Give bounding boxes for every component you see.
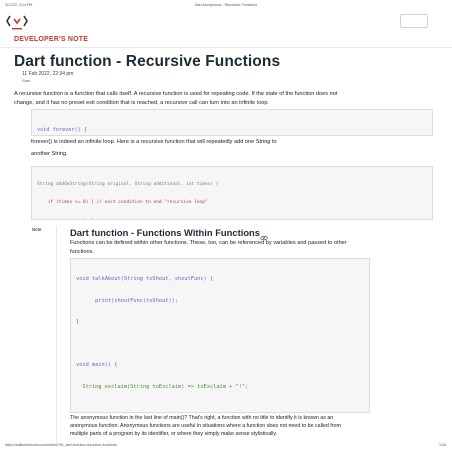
sub-paragraph <box>70 239 347 256</box>
code-line: print(shoutFunc(toShout)); <box>76 297 179 304</box>
code-brackets-logo-icon <box>6 13 28 31</box>
after-code3-paragraph <box>70 414 341 438</box>
after-code3-line-1: The anonymous function in the last line of main()? That's right, a function with no title to identify it is known as an <box>70 415 334 421</box>
header-divider <box>0 47 452 48</box>
print-datetime: 3/17/22, 2:14 PM <box>5 3 33 7</box>
after-code3-line-3: multiple parts of a program by its identifier, or where they simply make sense stylistically. <box>70 431 278 437</box>
code-line <box>76 341 364 348</box>
sub-line-2: functions. <box>70 248 94 255</box>
intro-line-2: change, and it has no preset exit condition that is reached, a recursive call can turn into an infinite loop. <box>14 99 269 106</box>
subheading: Dart function - Functions Within Functions <box>70 227 260 238</box>
after-code1-line-2: another String. <box>31 151 68 157</box>
intro-line-1: A recursive function is a function that calls itself. A recursive function is used for repeating code. If the state of the function does not <box>14 91 338 97</box>
print-page-title: Dart Anonymous - Recursive Functions <box>194 3 258 7</box>
page-title: Dart function - Recursive Functions <box>14 53 281 70</box>
code-line: void forever() { <box>37 126 87 133</box>
note-rule <box>56 226 57 443</box>
code-line: String exclaim(String toExclaim) => toExclaim + "!"; <box>76 383 249 390</box>
section-label: DEVELOPER'S NOTE <box>14 36 89 43</box>
post-date: 11 Feb 2022, 22:34 pm <box>22 71 74 77</box>
intro-paragraph <box>14 90 337 107</box>
code-block-forever <box>31 109 433 136</box>
code-line: void main() { <box>76 362 118 369</box>
after-code1-paragraph-2 <box>31 150 68 159</box>
print-page-number: 1/16 <box>439 443 446 447</box>
print-url: https://sailforinterview.com/notes/?ID_dart-function-recursive-functions <box>5 443 117 447</box>
after-code1-paragraph <box>31 138 277 147</box>
note-label: Note <box>32 227 42 232</box>
link-icon[interactable] <box>260 229 268 237</box>
after-code1-line-1: forever() is indeed an infinite loop. Here is a recursive function that will repeatedly add one String to <box>31 139 277 145</box>
code-line: if (times <= 0) { // exit condition to end "recursive loop" <box>37 200 208 206</box>
code-block-functions-within-functions <box>70 258 370 413</box>
after-code3-line-2: anonymous function. Anonymous functions are useful in situations where a function does not need to be called from <box>70 423 341 429</box>
code-block-addonstring <box>31 166 433 220</box>
browser-print-header <box>0 0 452 10</box>
code-line: } <box>76 319 80 326</box>
code-line <box>76 405 364 412</box>
site-logo[interactable] <box>6 13 28 31</box>
post-author: Sam <box>22 78 31 83</box>
code-line <box>37 219 427 220</box>
code-line: String addOnString(String original, String additional, int times) { <box>37 182 219 188</box>
code-line: void talkAbout(String toShout, shoutFunc) { <box>76 276 214 283</box>
sub-line-1: Functions can be defined within other functions. These, too, can be referenced by variables and passed to other <box>70 240 347 246</box>
menu-toggle-button[interactable] <box>400 14 428 28</box>
